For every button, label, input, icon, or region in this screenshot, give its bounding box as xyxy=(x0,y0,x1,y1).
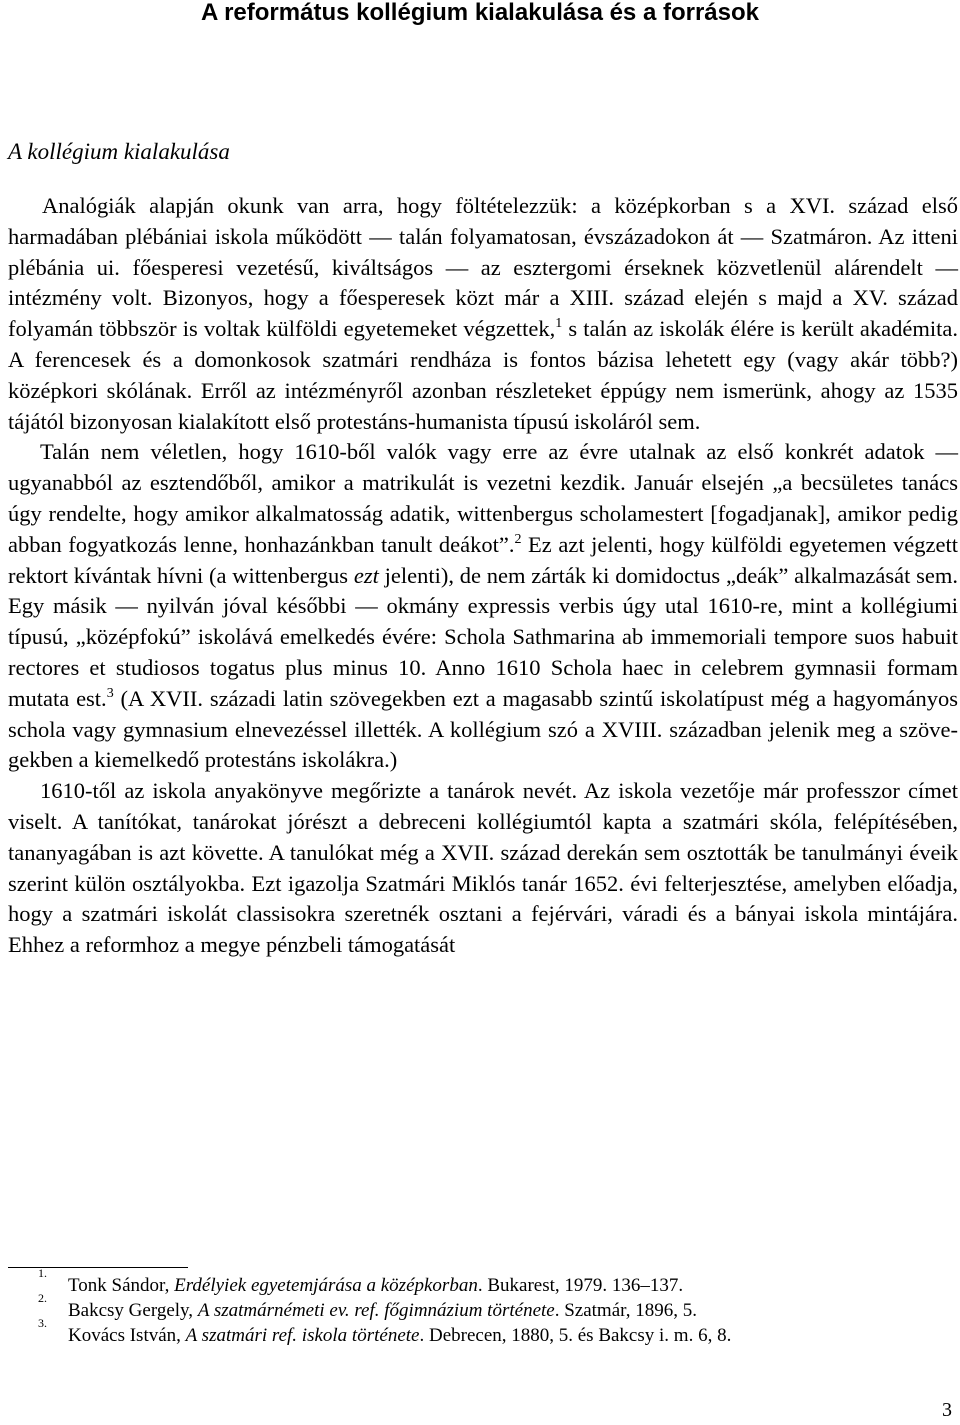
paragraph-2-text-d: (A XVII. századi latin szövegekben ezt a magasabb szintű iskolatípust még a hagyományos schola vagy gymnasium elnevezéssel illették. A kollégium szó a XVIII. században jelenik meg a szövegekben a kiemelkedő protestáns iskolákra.) xyxy=(8,685,958,773)
page-number: 3 xyxy=(942,1399,952,1421)
footnote-publication: . Szatmár, 1896, 5. xyxy=(554,1300,697,1321)
footnotes xyxy=(8,1266,958,1346)
footnote-author: Tonk Sándor, xyxy=(68,1275,175,1296)
footnote-number: 2. xyxy=(38,1291,47,1305)
body-text xyxy=(8,191,958,961)
footnote-number: 1. xyxy=(38,1266,47,1280)
footnote-author: Kovács István, xyxy=(68,1325,186,1346)
footnote-publication: . Bukarest, 1979. 136–137. xyxy=(477,1275,684,1296)
paragraph-2-text-b: Ez azt jelenti, hogy külföldi egyetemen végzett rektort kívántak hívni (a wittenbergus xyxy=(8,531,958,588)
footnote-ref-1[interactable]: 1 xyxy=(555,316,563,332)
paragraph-2-text-c: jelenti), de nem zárták ki domidoctus „deák” alkalmazását sem. Egy másik — nyilván jóval későbbi — okmány expressis verbis úgy utal 1610-re, mint a kollégiumi típusú, „középfokú” iskolává emelkedés évére: Schola Sathmarina ab immemoriali tempore suos habuit rectores et studiosos togatus plus minus 10. Anno 1610 Schola haec in celebrem gymnasii formam mutata est. xyxy=(8,562,958,711)
footnote-separator xyxy=(8,1267,188,1268)
footnote-author: Bakcsy Gergely, xyxy=(68,1300,198,1321)
paragraph-1-text-b: s talán az iskolák élére is került akadémita. A ferencesek és a domonkosok szatmári rendháza is fontos bázisa lehetett egy (vagy akár több?) középkori skólának. Erről az intézményről azonban részleteket éppúgy nem ismerünk, ahogy az 1535 tájától bizonyosan kialakított első protestáns-humanista típusú iskoláról sem. xyxy=(8,316,959,434)
footnote-text xyxy=(68,1273,683,1298)
footnote-publication: . Debrecen, 1880, 5. és Bakcsy i. m. 6, 8. xyxy=(419,1325,732,1346)
footnote-work-title: A szatmári ref. iskola története xyxy=(185,1325,420,1346)
paragraph-3 xyxy=(8,776,958,961)
footnote-work-title: A szatmárnémeti ev. ref. főgimnázium története xyxy=(197,1300,555,1321)
footnote-number: 3. xyxy=(38,1316,47,1330)
paragraph-2-italic-word: ezt xyxy=(353,562,379,588)
paragraph-3-text: 1610-től az iskola anyakönyve megőrizte a tanárok nevét. Az iskola vezetője már professzor címet viselt. A tanítókat, tanárokat jórészt a debreceni kollégiumtól kapta a szatmári skóla, felépítésében, tananyagában is azt követte. A tanulókat még a XVII. század derekán sem osztották be tanulmányi éveik szerint külön osztályokba. Ezt igazolja Szatmári Miklós tanár 1652. évi felterjesztése, amelyben előadja, hogy a szatmári iskolát classisokra szeretnék osztani a fejérvári, váradi és a bányai iskola mintájára. Ehhez a reformhoz a megye pénzbeli támogatását xyxy=(8,778,958,958)
paragraph-2-text-a: Talán nem véletlen, hogy 1610-ből valók vagy erre az évre utalnak az első konkrét adatok — ugyanabból az esztendőből, amikor a matrikulát is vezetni kezdik. Január elsején „a becsületes tanács úgy rendelte, hogy amikor alkalmatosság adatik, wittenbergus scholamestert [fogadjanak], amikor pedig abban fogyatkozás lenne, honhazánkban tanult deákot”. xyxy=(8,439,958,557)
footnote-1 xyxy=(8,1266,958,1296)
footnote-text xyxy=(68,1323,731,1348)
paragraph-1 xyxy=(8,191,958,437)
footnote-ref-3[interactable]: 3 xyxy=(106,685,114,701)
footnote-ref-2[interactable]: 2 xyxy=(514,531,522,547)
footnote-3 xyxy=(8,1316,958,1346)
section-subtitle: A kollégium kialakulása xyxy=(8,139,230,164)
paragraph-2 xyxy=(8,437,958,776)
paragraph-1-text-a: Analógiák alapján okunk van arra, hogy föltételezzük: a középkorban s a XVI. század első harmadában plébániai iskola működött — talán folyamatosan, évszázadokon át — Szatmáron. Az itteni plébánia ui. főesperesi vezetésű, kiváltságos — az esztergomi érseknek közvetlenül alárendelt — intézmény volt. Bizonyos, hogy a főesperesek közt már a XIII. század elején s majd a XV. század folyamán többször is voltak külföldi egyetemeket végzettek, xyxy=(8,193,958,342)
page-title: A református kollégium kialakulása és a források xyxy=(200,0,759,26)
footnote-work-title: Erdélyiek egyetemjárása a középkorban xyxy=(174,1275,478,1296)
footnote-2 xyxy=(8,1291,958,1321)
footnote-text xyxy=(68,1298,697,1323)
